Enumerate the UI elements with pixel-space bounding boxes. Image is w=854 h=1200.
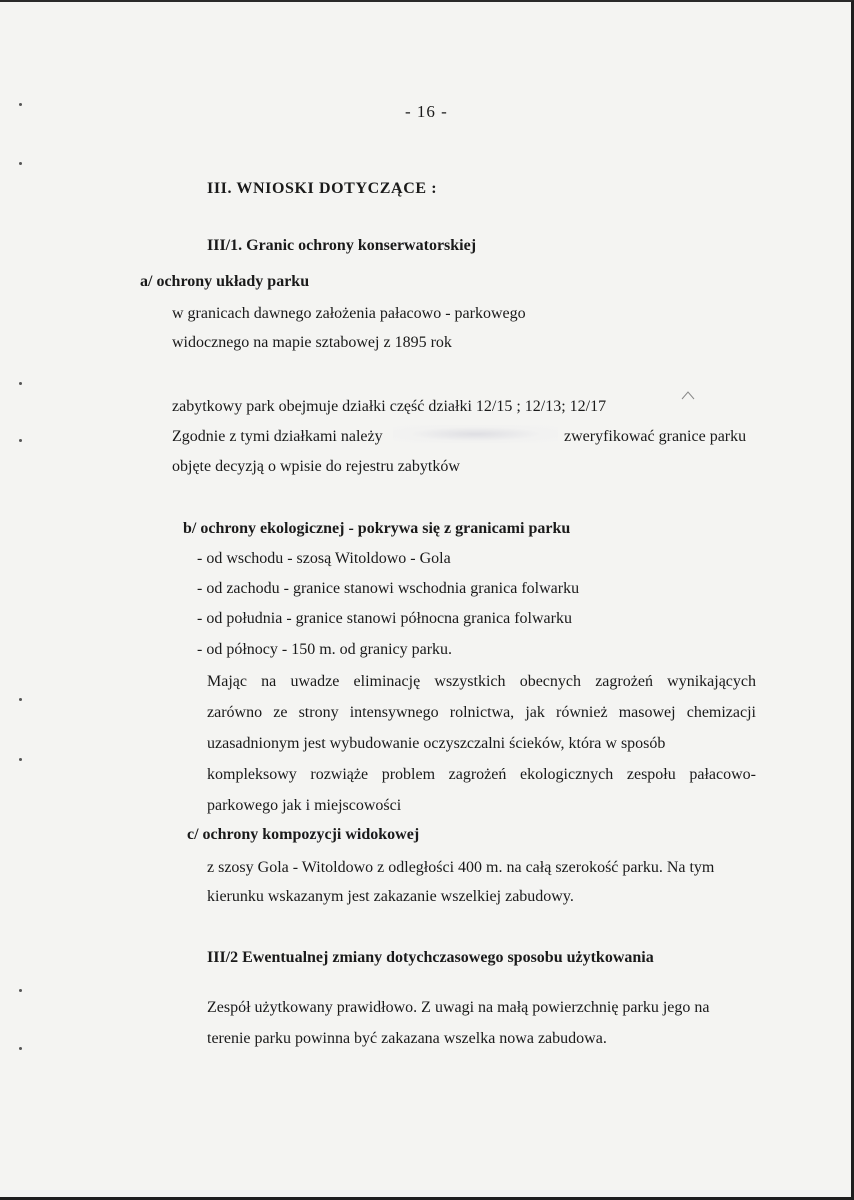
part-b-paragraph-line: zarówno ze strony intensywnego rolnictwa, jak również masowej chemizacji — [207, 704, 756, 721]
part-b-paragraph-line: uzasadnionym jest wybudowanie oczyszczalni ścieków, która w sposób — [207, 735, 666, 752]
part-b-heading: b/ ochrony ekologicznej - pokrywa się z granicami parku — [183, 520, 571, 537]
register-line: objęte decyzją o wpisie do rejestru zabytków — [172, 458, 460, 475]
scan-speck — [19, 382, 22, 385]
parcels-line: zabytkowy park obejmuje działki część działki 12/15 ; 12/13; 12/17 — [172, 398, 607, 415]
part-a-line: w granicach dawnego założenia pałacowo - parkowego — [172, 305, 526, 322]
part-b-bullet: - od południa - granice stanowi północna granica folwarku — [197, 610, 572, 627]
caret-mark-icon — [681, 390, 695, 400]
part-a-line: widocznego na mapie sztabowej z 1895 rok — [172, 334, 452, 351]
subsection-2-line: terenie parku powinna być zakazana wszelka nowa zabudowa. — [207, 1030, 607, 1047]
page-number: - 16 - — [405, 102, 448, 121]
part-b-paragraph-line: Mając na uwadze eliminację wszystkich obecnych zagrożeń wynikających — [207, 673, 756, 690]
part-b-bullet: - od północy - 150 m. od granicy parku. — [197, 641, 453, 658]
scan-speck — [19, 989, 22, 992]
part-b-bullet: - od zachodu - granice stanowi wschodnia granica folwarku — [197, 580, 580, 597]
verify-line-left: Zgodnie z tymi działkami należy — [172, 428, 383, 445]
scan-speck — [19, 758, 22, 761]
part-c-heading: c/ ochrony kompozycji widokowej — [187, 826, 420, 843]
part-a-heading: a/ ochrony układy parku — [140, 273, 310, 290]
part-b-paragraph-line: kompleksowy rozwiąże problem zagrożeń ekologicznych zespołu pałacowo- — [207, 766, 756, 783]
scan-speck — [19, 439, 22, 442]
scan-speck — [19, 103, 22, 106]
part-c-line: z szosy Gola - Witoldowo z odległości 400 m. na całą szerokość parku. Na tym — [207, 859, 715, 876]
scan-speck — [19, 698, 22, 701]
verify-line-right: zweryfikować granice parku — [564, 428, 747, 445]
part-c-line: kierunku wskazanym jest zakazanie wszelkiej zabudowy. — [207, 888, 574, 905]
erased-text-smudge — [393, 425, 558, 443]
part-b-bullet: - od wschodu - szosą Witoldowo - Gola — [197, 550, 451, 567]
scan-speck — [19, 162, 22, 165]
subsection-2-line: Zespół użytkowany prawidłowo. Z uwagi na małą powierzchnię parku jego na — [207, 999, 710, 1016]
scan-speck — [19, 1047, 22, 1050]
subsection-1-heading: III/1. Granic ochrony konserwatorskiej — [207, 237, 477, 254]
part-b-paragraph-line: parkowego jak i miejscowości — [207, 797, 402, 814]
subsection-2-heading: III/2 Ewentualnej zmiany dotychczasowego sposobu użytkowania — [207, 949, 654, 966]
section-heading: III. WNIOSKI DOTYCZĄCE : — [207, 180, 438, 197]
